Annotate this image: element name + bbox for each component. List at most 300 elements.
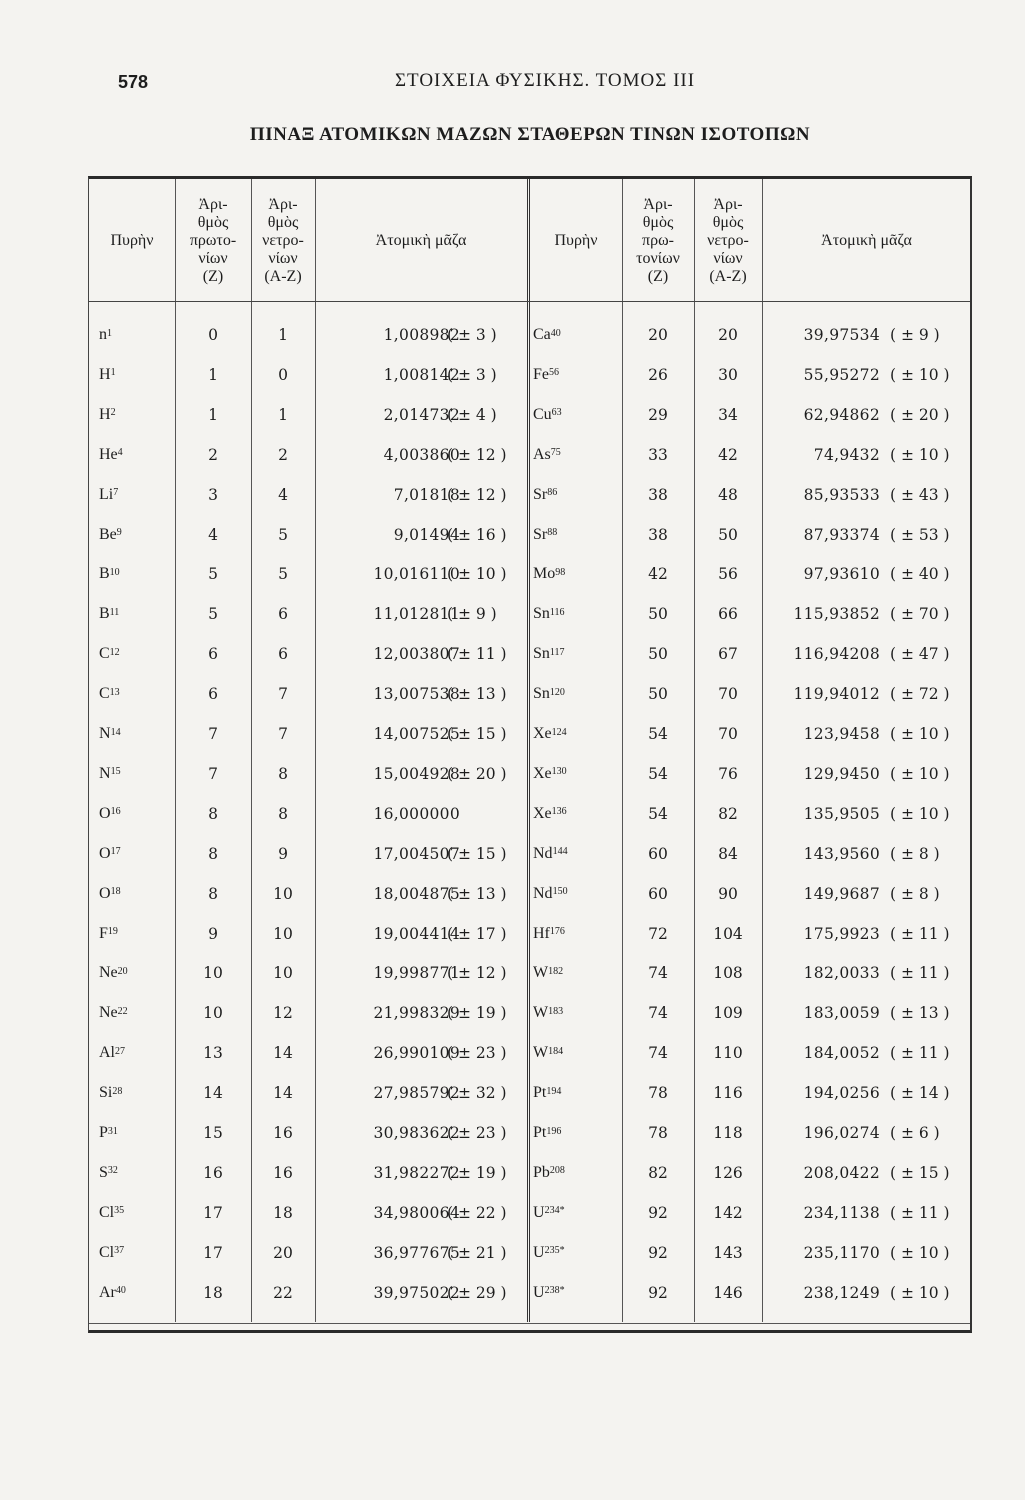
mass-number: 184 [548, 1045, 564, 1057]
atomic-mass: 235,1170 [803, 1243, 880, 1262]
mass-uncertainty: ( ± 23 ) [447, 1124, 507, 1142]
table-row [89, 1113, 970, 1153]
atomic-mass: 129,9450 [803, 764, 880, 783]
proton-count: 8 [208, 884, 218, 903]
table-row [89, 1073, 970, 1113]
mass-number: 117 [549, 646, 565, 658]
nucleus-cell [533, 1153, 621, 1193]
proton-count: 5 [208, 605, 218, 624]
neutron-count: 42 [718, 445, 738, 464]
nucleus-symbol: H [99, 405, 111, 423]
proton-count: 13 [203, 1044, 223, 1063]
proton-count: 10 [203, 964, 223, 983]
neutron-count: 146 [713, 1283, 743, 1302]
mass-uncertainty: ( ± 11 ) [890, 964, 950, 983]
atomic-mass: 2,014732 [383, 405, 460, 424]
nucleus-cell [533, 993, 621, 1033]
table-row [89, 1033, 970, 1073]
header-protons-left: Ἀρι- θμὸς πρωτο- νίων (Z) [189, 196, 237, 285]
mass-number: 40 [115, 1285, 126, 1297]
neutron-count: 12 [273, 1004, 293, 1023]
nucleus-symbol: Si [99, 1084, 113, 1102]
proton-count: 6 [208, 645, 218, 664]
nucleus-symbol: Xe [533, 764, 552, 782]
mass-number: 37 [114, 1245, 125, 1257]
mass-uncertainty: ( ± 14 ) [890, 1084, 950, 1103]
neutron-count: 90 [718, 884, 738, 903]
neutron-count: 20 [273, 1243, 293, 1262]
atomic-mass: 27,985792 [373, 1084, 460, 1103]
mass-number: 1 [107, 327, 112, 339]
proton-count: 2 [208, 445, 218, 464]
nucleus-symbol: Be [99, 525, 117, 543]
mass-number: 27 [115, 1045, 125, 1057]
neutron-count: 6 [278, 605, 288, 624]
proton-count: 8 [208, 844, 218, 863]
neutron-count: 48 [718, 485, 738, 504]
mass-number: 136 [551, 806, 567, 818]
nucleus-cell [533, 834, 621, 874]
mass-uncertainty: ( ± 15 ) [447, 725, 507, 743]
running-head: ΣΤΟΙΧΕΙΑ ΦΥΣΙΚΗΣ. ΤΟΜΟΣ III [395, 70, 696, 91]
mass-uncertainty: ( ± 10 ) [890, 1283, 950, 1302]
neutron-count: 18 [273, 1203, 293, 1222]
mass-uncertainty: ( ± 16 ) [447, 525, 507, 544]
atomic-mass: 11,012811 [373, 605, 460, 624]
table-row [89, 754, 970, 794]
mass-uncertainty: ( ± 11 ) [447, 645, 507, 664]
atomic-mass: 87,93374 [803, 525, 880, 544]
neutron-count: 0 [278, 365, 288, 384]
proton-count: 7 [208, 764, 218, 783]
mass-number: 194 [546, 1085, 562, 1097]
nucleus-symbol: Sr [533, 485, 548, 503]
mass-number: 144 [552, 846, 568, 858]
atomic-mass: 149,9687 [803, 884, 880, 903]
atomic-mass: 62,94862 [803, 405, 880, 424]
nucleus-cell [533, 554, 621, 594]
neutron-count: 67 [718, 645, 738, 664]
mass-uncertainty: ( ± 15 ) [890, 1163, 950, 1182]
mass-uncertainty: ( ± 32 ) [447, 1084, 507, 1103]
mass-uncertainty: ( ± 4 ) [447, 405, 497, 424]
mass-uncertainty: ( ± 70 ) [890, 605, 950, 624]
proton-count: 50 [648, 685, 668, 704]
mass-number: 17 [110, 846, 121, 858]
nucleus-symbol: Ar [99, 1283, 116, 1301]
proton-count: 50 [648, 605, 668, 624]
nucleus-cell [533, 395, 621, 435]
header-neutrons-left: Ἀρι- θμὸς νετρο- νίων (A-Z) [262, 196, 304, 285]
proton-count: 92 [648, 1283, 668, 1302]
atomic-mass: 36,977675 [373, 1243, 460, 1262]
mass-number: 176 [549, 926, 565, 937]
proton-count: 92 [648, 1203, 668, 1222]
neutron-count: 20 [718, 326, 738, 344]
atomic-mass: 9,01494 [393, 525, 460, 544]
proton-count: 54 [648, 725, 668, 743]
neutron-count: 16 [273, 1124, 293, 1142]
table-row [89, 953, 970, 993]
mass-uncertainty: ( ± 13 ) [890, 1004, 950, 1023]
nucleus-symbol: Sn [533, 605, 550, 623]
atomic-mass: 21,998329 [373, 1004, 460, 1023]
atomic-mass: 1,008142 [383, 365, 460, 384]
table-row [89, 674, 970, 714]
atomic-mass: 39,975022 [373, 1283, 460, 1302]
mass-uncertainty: ( ± 6 ) [890, 1124, 940, 1142]
mass-number: 13 [109, 686, 120, 698]
mass-uncertainty: ( ± 3 ) [447, 326, 497, 344]
mass-uncertainty: ( ± 15 ) [447, 844, 507, 863]
mass-uncertainty: ( ± 10 ) [890, 764, 950, 783]
mass-uncertainty: ( ± 53 ) [890, 525, 950, 544]
nucleus-symbol: C [99, 685, 110, 703]
mass-uncertainty: ( ± 11 ) [890, 1044, 950, 1063]
atomic-mass: 123,9458 [803, 725, 880, 743]
proton-count: 7 [208, 725, 218, 743]
neutron-count: 10 [273, 884, 293, 903]
mass-number: 2 [110, 407, 116, 419]
mass-number: 182 [548, 965, 564, 977]
nucleus-symbol: Nd [533, 844, 553, 862]
nucleus-cell [533, 634, 621, 674]
nucleus-cell [533, 714, 621, 754]
table-row [89, 634, 970, 674]
nucleus-cell [533, 515, 621, 555]
nucleus-symbol: C [99, 645, 110, 663]
neutron-count: 70 [718, 685, 738, 704]
nucleus-cell [533, 914, 621, 954]
atomic-mass: 119,94012 [793, 685, 880, 704]
proton-count: 29 [648, 405, 668, 424]
nucleus-symbol: S [99, 1163, 108, 1181]
nucleus-symbol: H [99, 365, 111, 383]
nucleus-symbol: Ca [533, 326, 551, 343]
nucleus-symbol: Al [99, 1044, 115, 1062]
mass-number: 238* [544, 1285, 565, 1297]
mass-uncertainty: ( ± 10 ) [890, 445, 950, 464]
neutron-count: 4 [278, 485, 288, 504]
neutron-count: 10 [273, 924, 293, 943]
neutron-count: 56 [718, 565, 738, 584]
nucleus-symbol: Sr [533, 525, 548, 543]
nucleus-symbol: n [99, 326, 107, 343]
mass-uncertainty: ( ± 20 ) [890, 405, 950, 424]
nucleus-cell [533, 874, 621, 914]
table-row [89, 874, 970, 914]
proton-count: 50 [648, 645, 668, 664]
proton-count: 9 [208, 924, 218, 943]
nucleus-symbol: Cl [99, 1203, 115, 1221]
atomic-mass: 55,95272 [803, 365, 880, 384]
nucleus-symbol: O [99, 844, 111, 862]
atomic-mass: 196,0274 [803, 1124, 880, 1142]
mass-uncertainty: ( ± 12 ) [447, 485, 507, 504]
atomic-mass: 34,980064 [373, 1203, 460, 1222]
nucleus-cell [533, 315, 621, 355]
mass-number: 28 [112, 1085, 123, 1097]
mass-number: 124 [551, 726, 567, 738]
neutron-count: 66 [718, 605, 738, 624]
mass-number: 12 [109, 646, 120, 658]
neutron-count: 14 [273, 1084, 293, 1103]
nucleus-symbol: Xe [533, 804, 552, 822]
nucleus-symbol: Nd [533, 884, 553, 902]
mass-number: 183 [548, 1005, 564, 1017]
neutron-count: 5 [278, 565, 288, 584]
atomic-mass: 238,1249 [803, 1283, 880, 1302]
table-row [89, 1233, 970, 1273]
table-row [89, 714, 970, 754]
neutron-count: 5 [278, 525, 288, 544]
mass-number: 208 [549, 1165, 565, 1177]
proton-count: 6 [208, 685, 218, 704]
mass-number: 120 [549, 686, 565, 698]
proton-count: 78 [648, 1124, 668, 1142]
nucleus-symbol: W [533, 964, 549, 982]
neutron-count: 50 [718, 525, 738, 544]
mass-number: 19 [107, 926, 118, 937]
atomic-mass: 13,007538 [373, 685, 460, 704]
neutron-count: 118 [713, 1124, 743, 1142]
proton-count: 92 [648, 1243, 668, 1262]
nucleus-symbol: Cu [533, 405, 552, 423]
proton-count: 17 [203, 1243, 223, 1262]
nucleus-symbol: B [99, 565, 110, 583]
table-row [89, 315, 970, 355]
atomic-mass: 74,9432 [813, 445, 880, 464]
neutron-count: 8 [278, 764, 288, 783]
neutron-count: 1 [278, 326, 288, 344]
mass-number: 11 [109, 606, 120, 618]
proton-count: 33 [648, 445, 668, 464]
atomic-mass: 116,94208 [793, 645, 880, 664]
table-row [89, 515, 970, 555]
atomic-mass: 135,9505 [803, 804, 880, 823]
mass-number: 234* [544, 1205, 565, 1217]
proton-count: 8 [208, 804, 218, 823]
mass-number: 22 [117, 1005, 128, 1017]
neutron-count: 82 [718, 804, 738, 823]
nucleus-symbol: N [99, 725, 111, 742]
nucleus-cell [533, 794, 621, 834]
atomic-mass: 115,93852 [793, 605, 880, 624]
nucleus-cell [533, 674, 621, 714]
proton-count: 15 [203, 1124, 223, 1142]
nucleus-symbol: He [99, 445, 118, 463]
proton-count: 74 [648, 1004, 668, 1023]
mass-number: 18 [110, 886, 121, 898]
atomic-mass: 175,9923 [803, 924, 880, 943]
proton-count: 1 [208, 365, 218, 384]
mass-uncertainty: ( ± 3 ) [447, 365, 497, 384]
proton-count: 5 [208, 565, 218, 584]
mass-number: 35 [114, 1205, 125, 1217]
mass-uncertainty: ( ± 29 ) [447, 1283, 507, 1302]
proton-count: 54 [648, 804, 668, 823]
mass-number: 31 [107, 1125, 118, 1137]
table-row [89, 594, 970, 634]
mass-number: 10 [109, 566, 120, 578]
mass-uncertainty: ( ± 11 ) [890, 924, 950, 943]
nucleus-symbol: F [99, 924, 108, 942]
mass-uncertainty: ( ± 40 ) [890, 565, 950, 584]
mass-uncertainty: ( ± 19 ) [447, 1163, 507, 1182]
neutron-count: 14 [273, 1044, 293, 1063]
proton-count: 16 [203, 1163, 223, 1182]
atomic-mass: 183,0059 [803, 1004, 880, 1023]
mass-uncertainty: ( ± 9 ) [447, 605, 497, 624]
mass-uncertainty: ( ± 10 ) [890, 1243, 950, 1262]
header-mass-left: Ἀτομικὴ μᾶζα [375, 232, 467, 249]
mass-number: 1 [110, 367, 116, 379]
proton-count: 72 [648, 924, 668, 943]
atomic-mass: 19,998771 [373, 964, 460, 983]
mass-number: 63 [551, 407, 562, 419]
proton-count: 60 [648, 884, 668, 903]
mass-uncertainty: ( ± 12 ) [447, 445, 507, 464]
neutron-count: 8 [278, 804, 288, 823]
atomic-mass: 16,000000 [373, 804, 460, 823]
table-row [89, 395, 970, 435]
table-row [89, 993, 970, 1033]
nucleus-cell [533, 1113, 621, 1153]
table-row [89, 1273, 970, 1313]
atomic-mass: 1,008982 [383, 326, 460, 344]
bottom-rule [89, 1323, 970, 1324]
neutron-count: 104 [713, 924, 743, 943]
nucleus-symbol: O [99, 884, 111, 902]
nucleus-cell [533, 1033, 621, 1073]
mass-uncertainty: ( ± 10 ) [890, 804, 950, 823]
nucleus-symbol: Cl [99, 1243, 115, 1261]
nucleus-cell [533, 1233, 621, 1273]
nucleus-symbol: Sn [533, 685, 550, 703]
mass-uncertainty: ( ± 47 ) [890, 645, 950, 664]
neutron-count: 1 [278, 405, 288, 424]
mass-uncertainty: ( ± 20 ) [447, 764, 507, 783]
mass-uncertainty: ( ± 72 ) [890, 685, 950, 704]
neutron-count: 143 [713, 1243, 743, 1262]
proton-count: 60 [648, 844, 668, 863]
mass-uncertainty: ( ± 13 ) [447, 685, 507, 704]
mass-number: 32 [107, 1165, 118, 1177]
nucleus-cell [533, 953, 621, 993]
neutron-count: 70 [718, 725, 738, 743]
proton-count: 74 [648, 1044, 668, 1063]
table-row [89, 554, 970, 594]
nucleus-cell [533, 754, 621, 794]
mass-uncertainty: ( ± 10 ) [890, 725, 950, 743]
neutron-count: 84 [718, 844, 738, 863]
neutron-count: 7 [278, 685, 288, 704]
neutron-count: 109 [713, 1004, 743, 1023]
mass-uncertainty: ( ± 43 ) [890, 485, 950, 504]
table-row [89, 794, 970, 834]
mass-uncertainty: ( ± 17 ) [447, 924, 507, 943]
header-nucleus-left: Πυρὴν [110, 232, 154, 249]
mass-uncertainty: ( ± 13 ) [447, 884, 507, 903]
atomic-mass: 194,0256 [803, 1084, 880, 1103]
atomic-mass: 15,004928 [373, 764, 460, 783]
mass-number: 235* [544, 1245, 565, 1257]
nucleus-symbol: N [99, 764, 111, 782]
neutron-count: 116 [713, 1084, 743, 1103]
mass-uncertainty: ( ± 10 ) [447, 565, 507, 584]
proton-count: 14 [203, 1084, 223, 1103]
proton-count: 42 [648, 565, 668, 584]
neutron-count: 126 [713, 1163, 743, 1182]
nucleus-symbol: W [533, 1004, 549, 1022]
mass-number: 16 [110, 806, 121, 818]
mass-number: 56 [549, 367, 559, 379]
neutron-count: 2 [278, 445, 288, 464]
nucleus-symbol: U [533, 1283, 545, 1301]
table-row [89, 355, 970, 395]
table-row [89, 1153, 970, 1193]
nucleus-symbol: Xe [533, 725, 552, 742]
proton-count: 17 [203, 1203, 223, 1222]
nucleus-symbol: Ne [99, 964, 118, 982]
mass-number: 15 [110, 766, 121, 778]
mass-number: 4 [117, 447, 123, 459]
nucleus-symbol: P [99, 1124, 108, 1141]
mass-uncertainty: ( ± 10 ) [890, 365, 950, 384]
proton-count: 18 [203, 1283, 223, 1302]
mass-number: 86 [547, 487, 558, 499]
atomic-mass: 30,983622 [373, 1124, 460, 1142]
proton-count: 78 [648, 1084, 668, 1103]
nucleus-cell [533, 1193, 621, 1233]
mass-number: 196 [546, 1125, 562, 1137]
proton-count: 26 [648, 365, 668, 384]
neutron-count: 7 [278, 725, 288, 743]
atomic-mass: 7,01818 [393, 485, 460, 504]
proton-count: 0 [208, 326, 218, 344]
atomic-mass: 10,016110 [373, 565, 460, 584]
mass-uncertainty: ( ± 23 ) [447, 1044, 507, 1063]
proton-count: 20 [648, 326, 668, 344]
mass-number: 130 [551, 766, 567, 778]
nucleus-symbol: Pt [533, 1084, 547, 1102]
mass-number: 150 [552, 886, 568, 898]
nucleus-cell [533, 475, 621, 515]
nucleus-cell [533, 1073, 621, 1113]
mass-uncertainty: ( ± 8 ) [890, 884, 940, 903]
nucleus-symbol: Mo [533, 565, 556, 583]
table-row [89, 435, 970, 475]
header-nucleus-right: Πυρὴν [554, 232, 598, 249]
atomic-mass: 234,1138 [803, 1203, 880, 1222]
header-neutrons-right: Ἀρι- θμὸς νετρο- νίων (A-Z) [707, 196, 749, 285]
atomic-mass: 182,0033 [803, 964, 880, 983]
mass-uncertainty: ( ± 8 ) [890, 844, 940, 863]
table-title: ΠΙΝΑΞ ΑΤΟΜΙΚΩΝ ΜΑΖΩΝ ΣΤΑΘΕΡΩΝ ΤΙΝΩΝ ΙΣΟΤΟΠΩΝ [249, 124, 811, 145]
nucleus-symbol: W [533, 1044, 549, 1062]
atomic-mass: 31,982272 [373, 1163, 460, 1182]
atomic-mass: 18,004875 [373, 884, 460, 903]
neutron-count: 9 [278, 844, 288, 863]
atomic-mass: 97,93610 [803, 565, 880, 584]
proton-count: 54 [648, 764, 668, 783]
mass-uncertainty: ( ± 12 ) [447, 964, 507, 983]
mass-uncertainty: ( ± 11 ) [890, 1203, 950, 1222]
proton-count: 10 [203, 1004, 223, 1023]
proton-count: 1 [208, 405, 218, 424]
nucleus-cell [533, 435, 621, 475]
table-row [89, 834, 970, 874]
